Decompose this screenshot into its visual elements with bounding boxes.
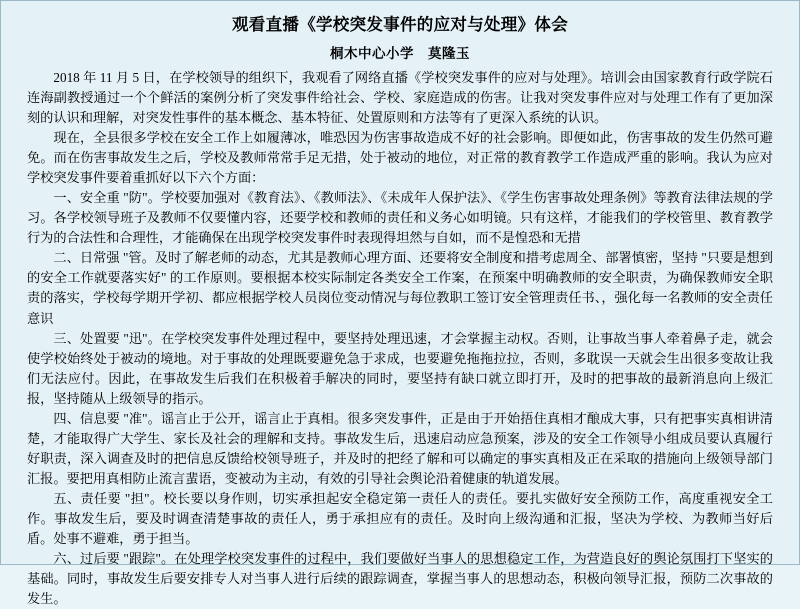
document-author: 桐木中心小学 莫隆玉 [330, 45, 470, 61]
paragraph: 2018 年 11 月 5 日，在学校领导的组织下，我观看了网络直播《学校突发事件的应对与处理》。培训会由国家教育行政学院石连海副教授通过一个个鲜活的案例分析了突发事件给社会、学校、家庭造成的伤害。让我对突发事件应对与处理工作有了更加深刻的认识和理解，对突发性事件的基本概念、基本特征、处置原则和方法等有了更深入系统的认识。 [27, 69, 773, 125]
paragraph: 五、责任要 "担"。校长要以身作则，切实承担起安全稳定第一责任人的责任。要扎实做好安全预防工作，高度重视安全工作。事故发生后，要及时调查清楚事故的责任人，勇于承担应有的责任。及时向上级沟通和汇报，坚决为学校、为教师当好后盾。处事不避难，勇于担当。 [27, 491, 773, 547]
paragraph: 现在，全县很多学校在安全工作上如履薄冰，唯恐因为伤害事故造成不好的社会影响。即便如此，伤害事故的发生仍然可避免。而在伤害事故发生之后，学校及教师常常手足无措，处于被动的地位，对正常的教育教学工作造成严重的影响。我认为应对学校突发事件要着重抓好以下六个方面： [27, 129, 773, 186]
page-title: 观看直播《学校突发事件的应对与处理》体会 [232, 15, 568, 34]
paragraph: 六、过后要 "跟踪"。在处理学校突发事件的过程中，我们要做好当事人的思想稳定工作，为营造良好的舆论氛围打下坚实的基础。同时，事故发生后要安排专人对当事人进行后续的跟踪调查，掌握当事人的思想动态，积极向领导汇报，预防二次事故的发生。 [27, 551, 773, 607]
paragraph: 四、信息要 "准"。谣言止于公开，谣言止于真相。很多突发事件，正是由于开始捂住真相才酿成大事，只有把事实真相讲清楚，才能取得广大学生、家长及社会的理解和支持。事故发生后，迅速启动应急预案，涉及的安全工作领导小组成员要认真履行好职责，深入调查及时的把信息反馈给校领导班子，并及时的把经了解和可以确定的事实真相及正在采取的措施向上级领导部门汇报。要把用真相防止流言蜚语，变被动为主动，有效的引导社会舆论沿着健康的轨道发展。 [27, 410, 773, 486]
paragraph: 三、处置要 "迅"。在学校突发事件处理过程中，要坚持处理迅速，才会掌握主动权。否则，让事故当事人牵着鼻子走，就会使学校始终处于被动的境地。对于事故的处理既要避免急于求成，也要避免拖拖拉拉，否则，多耽误一天就会生出很多变故让我们无法应付。因此，在事故发生后我们在积极着手解决的同时，要坚持有缺口就立即打开，及时的把事故的最新消息向上级汇报，坚持随从上级领导的指示。 [27, 330, 773, 406]
paragraph: 一、安全重 "防"。学校要加强对《教育法》、《教师法》、《未成年人保护法》、《学生伤害事故处理条例》等教育法律法规的学习。各学校领导班子及教师不仅要懂内容，还要学校和教师的责任和义务心如明镜。只有这样，才能我们的学校管里、教育教学行为的合法性和合理性，才能确保在出现学校突发事件时表现得坦然与自如，而不是惶恐和无措 [27, 190, 773, 246]
paragraph: 二、日常强 "管。及时了解老师的动态，尤其是教师心理方面、还要将安全制度和措考虑周全、部署慎密，坚持 "只要是想到的安全工作就要落实好" 的工作原则。要根据本校实际制定各类安全工作案，在预案中明确教师的安全职责，为确保教师安全职责的落实，学校每学期开学初、都应根据学校人员岗位变动情况与每位教职工签订安全管理责任书、，强化每一名教师的安全责任意识 [27, 250, 773, 326]
document-body [27, 68, 773, 609]
